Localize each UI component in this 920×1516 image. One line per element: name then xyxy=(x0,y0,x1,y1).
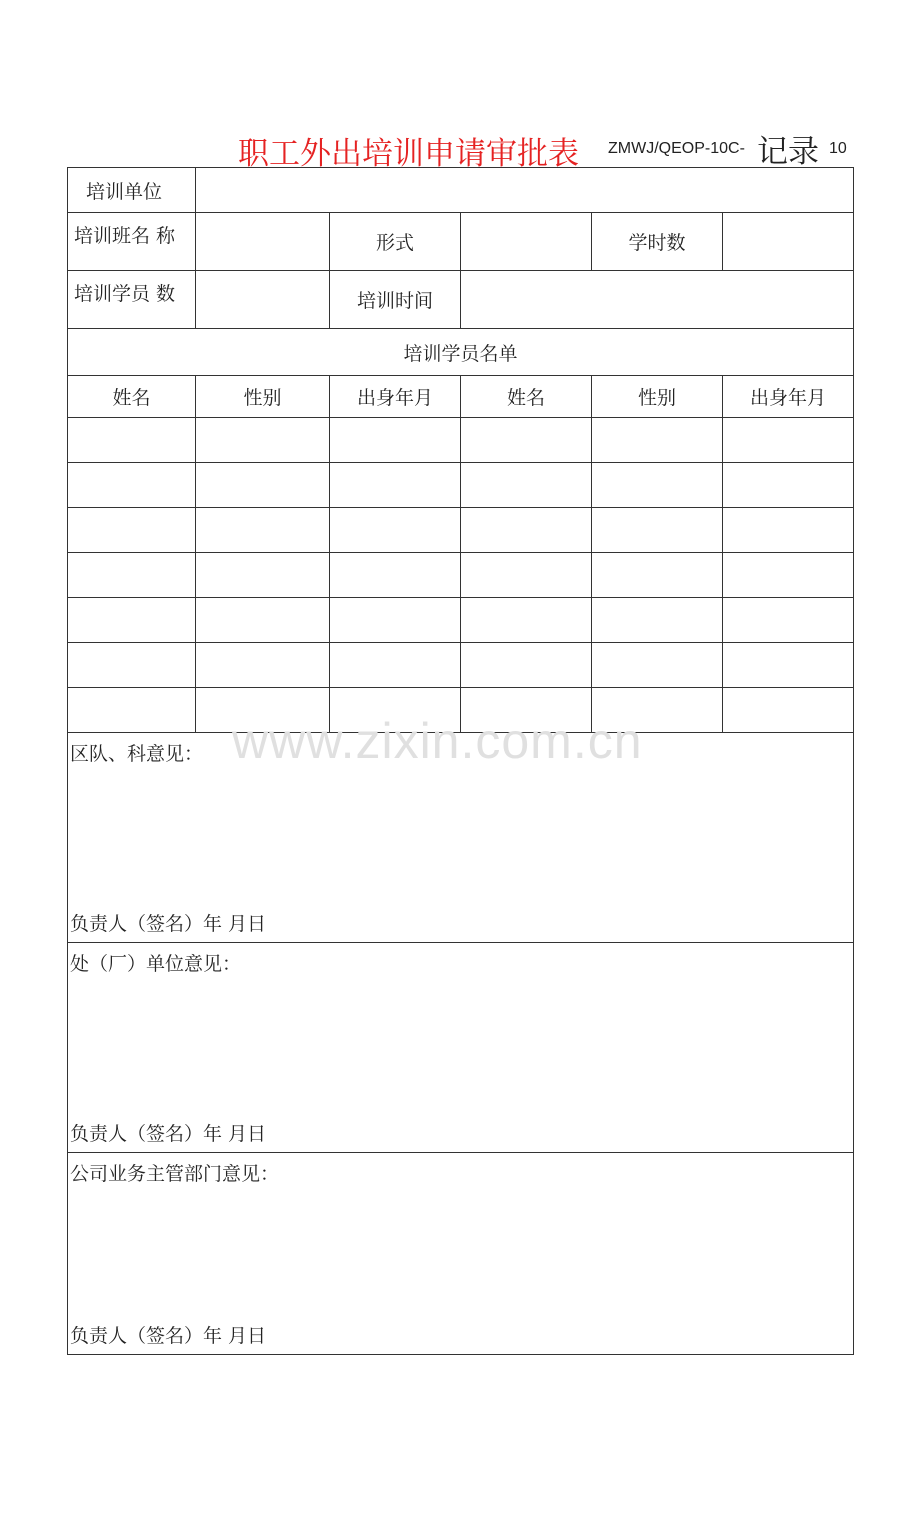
company-opinion-heading: 公司业务主管部门意见： xyxy=(70,1163,280,1185)
table-cell[interactable] xyxy=(68,688,196,733)
form-title: 职工外出培训申请审批表 xyxy=(238,136,579,172)
table-cell[interactable] xyxy=(196,553,330,598)
roster-title: 培训学员名单 xyxy=(68,329,854,376)
table-cell[interactable] xyxy=(592,598,723,643)
table-cell[interactable] xyxy=(68,463,196,508)
table-cell[interactable] xyxy=(723,463,854,508)
division-opinion-heading: 处（厂）单位意见： xyxy=(70,953,242,975)
table-row xyxy=(68,688,854,733)
record-label: 记录 xyxy=(757,134,819,170)
unit-label: 培训单位 xyxy=(68,168,196,213)
table-cell[interactable] xyxy=(330,598,461,643)
class-name-label: 培训班名 称 xyxy=(68,213,196,271)
company-opinion-box[interactable] xyxy=(68,1153,854,1355)
table-cell[interactable] xyxy=(723,643,854,688)
table-cell[interactable] xyxy=(723,508,854,553)
record-number: 10 xyxy=(829,140,847,157)
table-cell[interactable] xyxy=(592,688,723,733)
trainee-count-field[interactable] xyxy=(196,271,330,329)
table-cell[interactable] xyxy=(461,553,592,598)
table-cell[interactable] xyxy=(723,553,854,598)
table-cell[interactable] xyxy=(330,643,461,688)
table-cell[interactable] xyxy=(461,688,592,733)
table-row xyxy=(68,643,854,688)
col-gender: 性别 xyxy=(592,376,723,418)
table-cell[interactable] xyxy=(592,463,723,508)
table-row xyxy=(68,598,854,643)
table-cell[interactable] xyxy=(592,553,723,598)
unit-field[interactable] xyxy=(196,168,854,213)
hours-field[interactable] xyxy=(723,213,854,271)
hours-label: 学时数 xyxy=(592,213,723,271)
col-birth: 出身年月 xyxy=(330,376,461,418)
table-cell[interactable] xyxy=(461,418,592,463)
table-cell[interactable] xyxy=(330,508,461,553)
form-type-label: 形式 xyxy=(330,213,461,271)
col-gender: 性别 xyxy=(196,376,330,418)
table-cell[interactable] xyxy=(196,508,330,553)
col-birth: 出身年月 xyxy=(723,376,854,418)
table-cell[interactable] xyxy=(723,688,854,733)
col-name: 姓名 xyxy=(68,376,196,418)
table-cell[interactable] xyxy=(330,553,461,598)
table-cell[interactable] xyxy=(196,463,330,508)
table-cell[interactable] xyxy=(68,508,196,553)
table-cell[interactable] xyxy=(196,418,330,463)
col-name: 姓名 xyxy=(461,376,592,418)
table-row xyxy=(68,553,854,598)
table-cell[interactable] xyxy=(196,598,330,643)
division-signature-line: 负责人（签名）年 月日 xyxy=(70,1123,267,1145)
training-time-field[interactable] xyxy=(461,271,854,329)
table-cell[interactable] xyxy=(461,463,592,508)
table-row xyxy=(68,418,854,463)
company-signature-line: 负责人（签名）年 月日 xyxy=(70,1325,267,1347)
form-header xyxy=(0,124,850,172)
form-type-field[interactable] xyxy=(461,213,592,271)
class-name-field[interactable] xyxy=(196,213,330,271)
table-row xyxy=(68,463,854,508)
table-cell[interactable] xyxy=(723,598,854,643)
table-cell[interactable] xyxy=(196,643,330,688)
table-cell[interactable] xyxy=(461,643,592,688)
table-cell[interactable] xyxy=(330,688,461,733)
division-opinion-box[interactable] xyxy=(68,943,854,1153)
watermark: www.zixin.com.cn xyxy=(232,713,643,769)
team-signature-line: 负责人（签名）年 月日 xyxy=(70,913,267,935)
approval-form-table xyxy=(67,167,854,1355)
form-code: ZMWJ/QEOP-10C- xyxy=(608,140,745,157)
table-cell[interactable] xyxy=(461,598,592,643)
table-cell[interactable] xyxy=(592,418,723,463)
table-cell[interactable] xyxy=(68,553,196,598)
table-cell[interactable] xyxy=(330,463,461,508)
table-cell[interactable] xyxy=(68,598,196,643)
table-cell[interactable] xyxy=(330,418,461,463)
table-cell[interactable] xyxy=(592,508,723,553)
roster-header-row xyxy=(68,376,854,418)
table-cell[interactable] xyxy=(461,508,592,553)
table-cell[interactable] xyxy=(723,418,854,463)
table-cell[interactable] xyxy=(592,643,723,688)
table-cell[interactable] xyxy=(196,688,330,733)
team-opinion-box[interactable] xyxy=(68,733,854,943)
table-cell[interactable] xyxy=(68,418,196,463)
training-time-label: 培训时间 xyxy=(330,271,461,329)
trainee-count-label: 培训学员 数 xyxy=(68,271,196,329)
team-opinion-heading: 区队、科意见： xyxy=(70,743,204,765)
table-cell[interactable] xyxy=(68,643,196,688)
table-row xyxy=(68,508,854,553)
